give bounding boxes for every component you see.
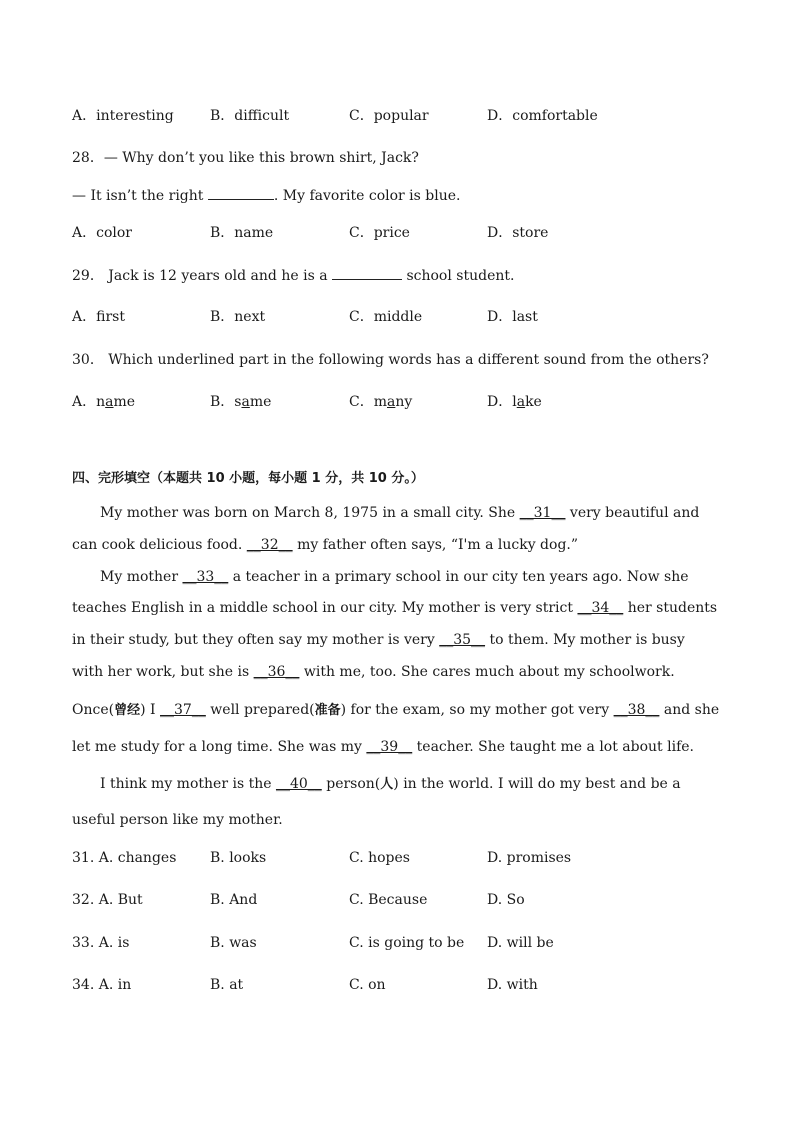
q29-post: school student. (402, 268, 515, 284)
q30-stem: 30． Which underlined part in the following words has a different sound from the others? (72, 352, 709, 368)
q29-option-d: D．last (487, 309, 538, 325)
q31-option-a: 31. A. changes (72, 850, 177, 866)
blank-32: __32__ (246, 537, 293, 553)
q33-option-c: C. is going to be (349, 935, 465, 951)
q33-option-a: 33. A. is (72, 935, 130, 951)
q32-option-c: C. Because (349, 892, 428, 908)
q29-stem (72, 265, 514, 286)
q31-option-b: B. looks (210, 850, 267, 866)
q30-option-b: B．same (210, 394, 272, 410)
q28-option-b: B．name (210, 225, 274, 241)
passage-p1-line1: My mother was born on March 8, 1975 in a small city. She __31__ very beautiful and (100, 505, 700, 521)
q28-line2-pre: — It isn’t the right (72, 188, 208, 204)
blank-36: __36__ (253, 664, 300, 680)
q32-option-a: 32. A. But (72, 892, 143, 908)
q27-option-a: A．interesting (72, 108, 174, 124)
q34-option-d: D. with (487, 977, 538, 993)
q28-line2 (72, 185, 461, 206)
blank-39: __39__ (366, 739, 413, 755)
q31-option-c: C. hopes (349, 850, 410, 866)
q29-option-c: C．middle (349, 309, 423, 325)
q29-blank (332, 265, 402, 280)
blank-33: __33__ (182, 569, 229, 585)
passage-p2-line5: Once(曾经) I __37__ well prepared(准备) for the exam, so my mother got very __38__ and she (72, 702, 720, 718)
q28-line2-post: . My favorite color is blue. (273, 188, 461, 204)
passage-p2-line3: in their study, but they often say my mother is very __35__ to them. My mother is busy (72, 632, 685, 648)
q28-option-c: C．price (349, 225, 410, 241)
blank-37: __37__ (160, 702, 206, 718)
passage-p3-line2: useful person like my mother. (72, 812, 283, 828)
passage-p2-line2: teaches English in a middle school in our city. My mother is very strict __34__ her students (72, 600, 718, 616)
q28-option-a: A．color (72, 225, 132, 241)
blank-38: __38__ (613, 702, 660, 718)
q28-blank (208, 185, 274, 200)
blank-34: __34__ (577, 600, 624, 616)
q30-option-d: D．lake (487, 394, 542, 410)
q33-option-d: D. will be (487, 935, 554, 951)
q27-option-b: B．difficult (210, 108, 290, 124)
q32-option-b: B. And (210, 892, 258, 908)
passage-p1-line2: can cook delicious food. __32__ my father often says, “I'm a lucky dog.” (72, 537, 579, 553)
passage-p2-line1: My mother __33__ a teacher in a primary school in our city ten years ago. Now she (100, 569, 689, 585)
q30-option-c: C．many (349, 394, 413, 410)
q31-option-d: D. promises (487, 850, 572, 866)
q28-option-d: D．store (487, 225, 549, 241)
q29-option-a: A．first (72, 309, 125, 325)
q33-option-b: B. was (210, 935, 257, 951)
passage-p3-line1: I think my mother is the __40__ person(人) in the world. I will do my best and be a (100, 776, 681, 792)
section-4-title: 四、完形填空（本题共 10 小题，每小题 1 分，共 10 分。） (72, 471, 424, 486)
blank-40: __40__ (275, 776, 322, 792)
q32-option-d: D. So (487, 892, 525, 908)
q29-pre: 29． Jack is 12 years old and he is a (72, 268, 332, 284)
q27-option-c: C．popular (349, 108, 429, 124)
q34-option-a: 34. A. in (72, 977, 132, 993)
passage-p2-line6: let me study for a long time. She was my __39__ teacher. She taught me a lot about life. (72, 739, 695, 755)
q27-option-d: D．comfortable (487, 108, 598, 124)
q28-stem: 28．— Why don’t you like this brown shirt, Jack? (72, 150, 419, 166)
q30-option-a: A．name (72, 394, 136, 410)
passage-p2-line4: with her work, but she is __36__ with me, too. She cares much about my schoolwork. (72, 664, 675, 680)
blank-31: __31__ (519, 505, 566, 521)
q34-option-c: C. on (349, 977, 386, 993)
blank-35: __35__ (439, 632, 486, 648)
q29-option-b: B．next (210, 309, 266, 325)
q34-option-b: B. at (210, 977, 244, 993)
